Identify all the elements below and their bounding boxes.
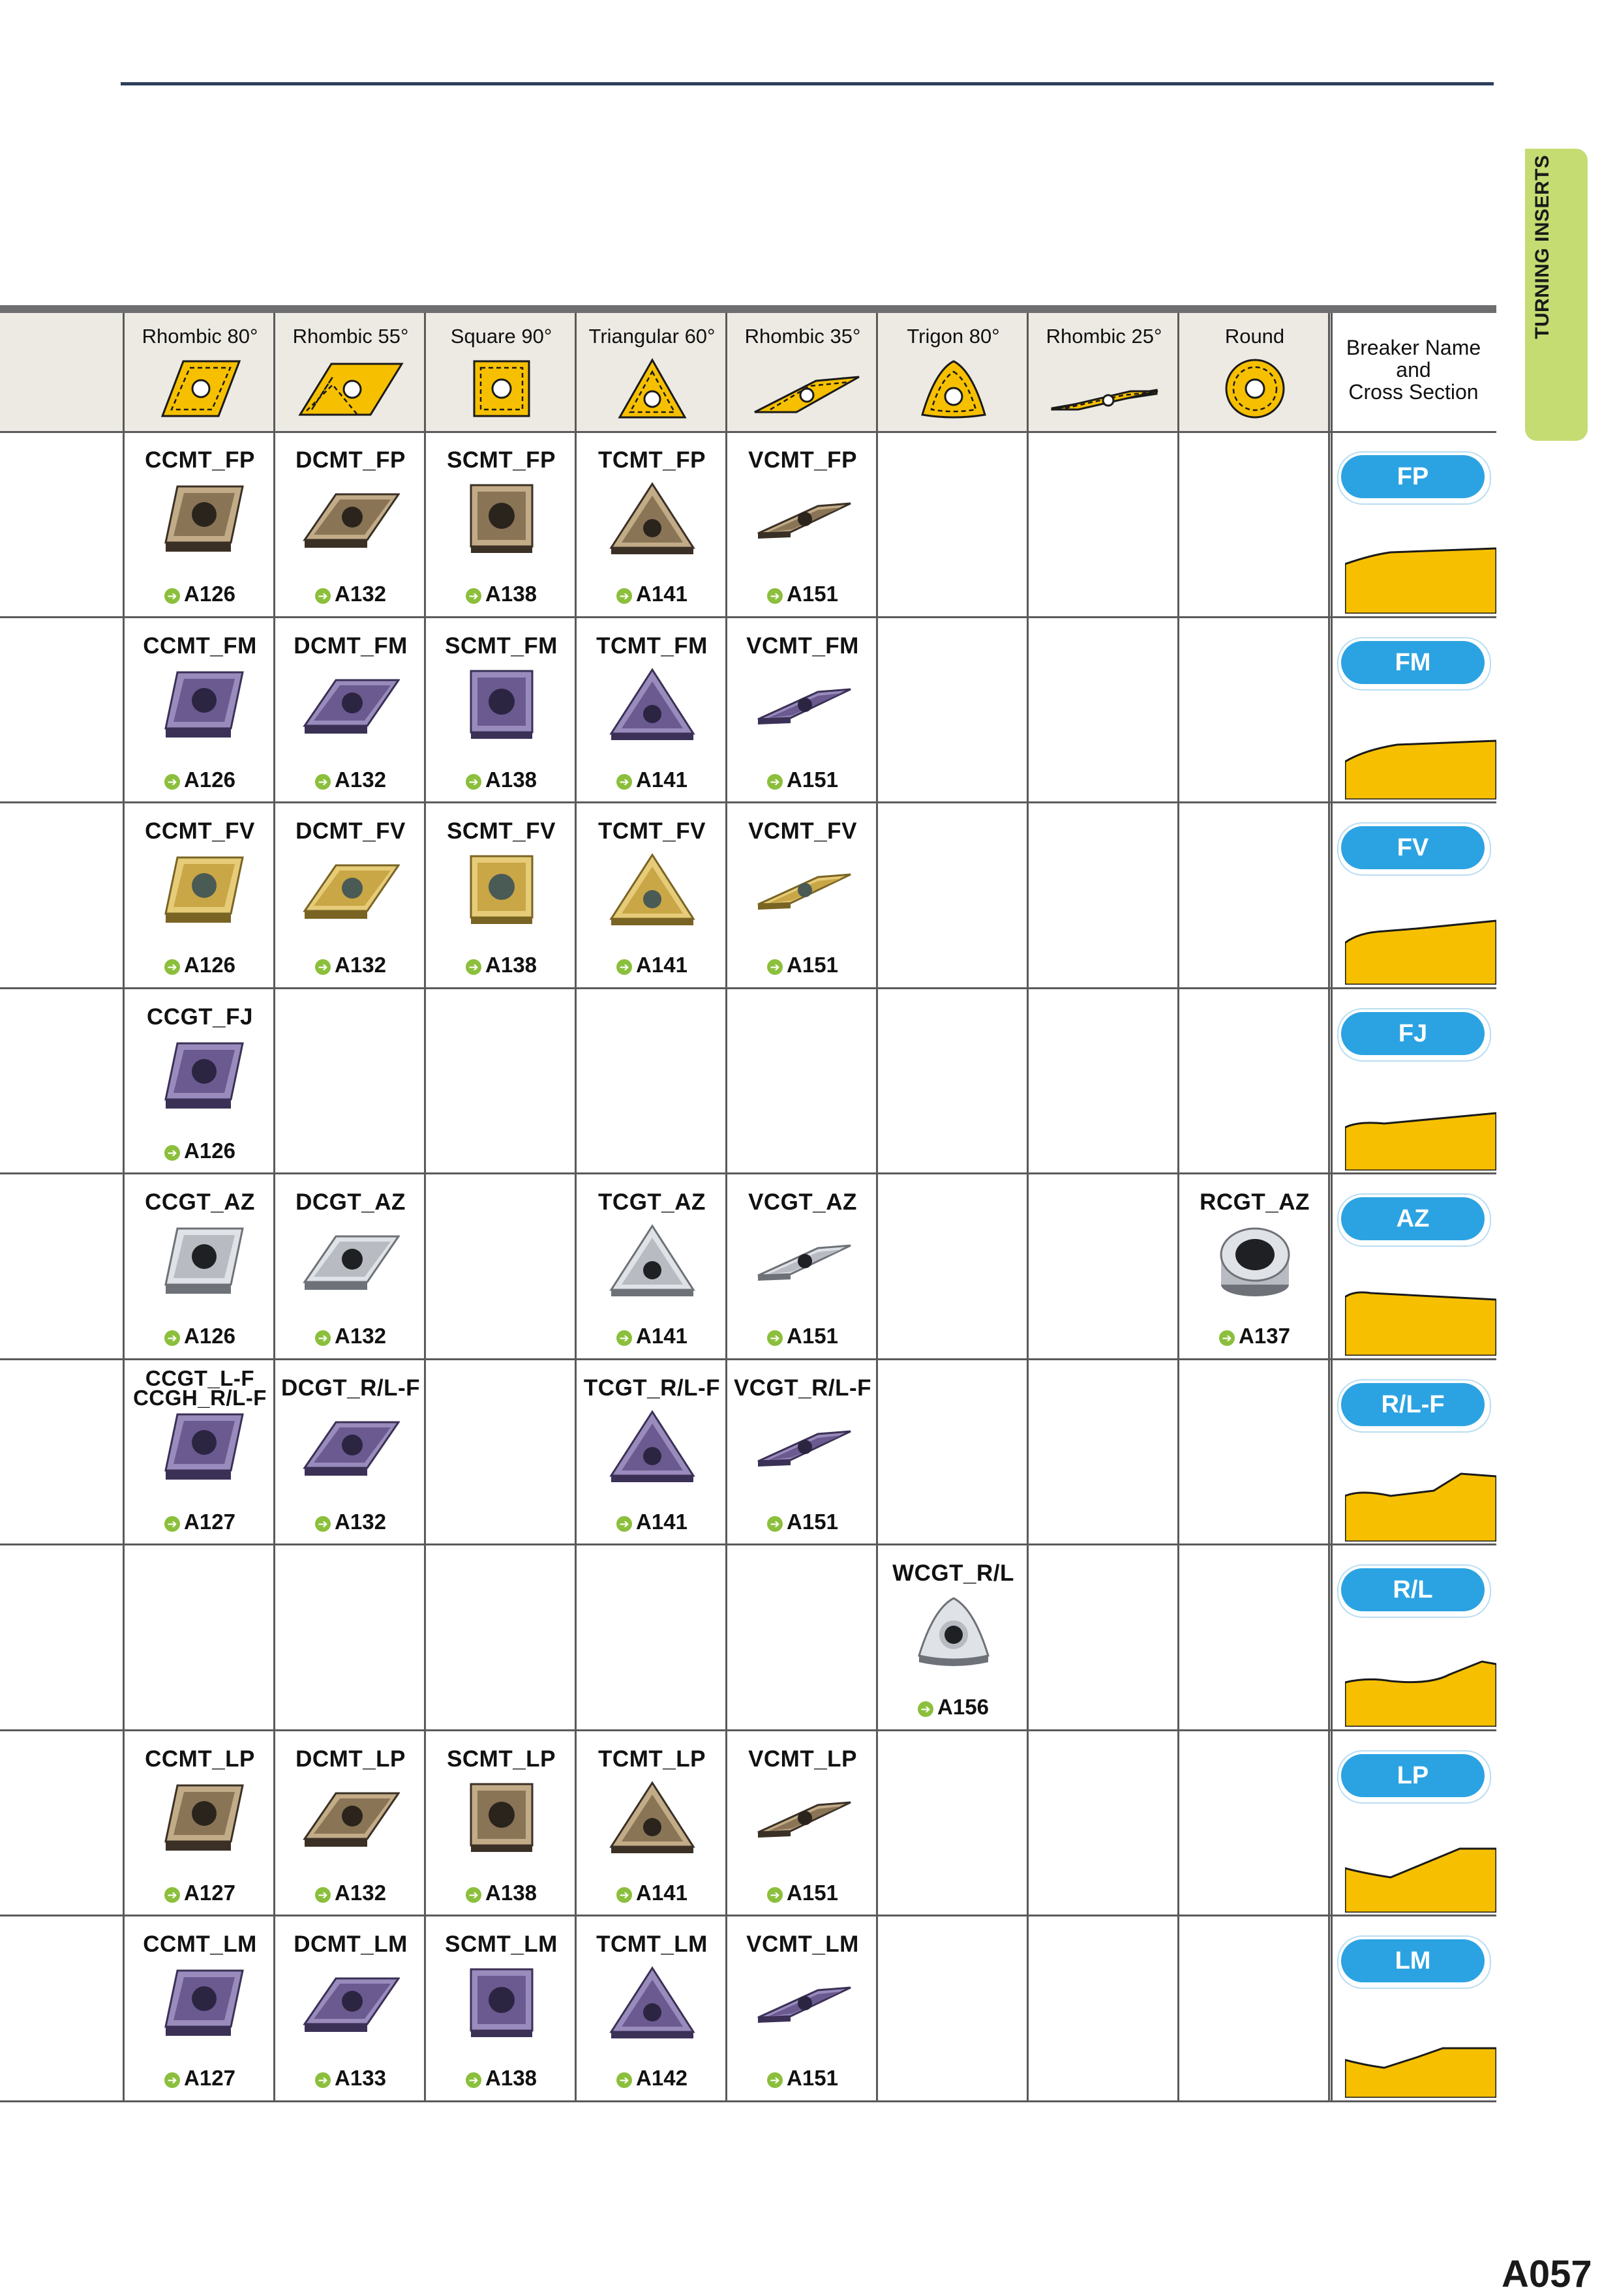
insert-image (151, 1222, 249, 1304)
insert-code: CCMT_FP (145, 447, 255, 473)
arrow-right-icon: ➔ (616, 588, 632, 604)
insert-cell[interactable] (275, 432, 426, 617)
breaker-cell (1331, 989, 1496, 1174)
shape-header-6 (1029, 313, 1179, 432)
arrow-right-icon: ➔ (164, 1887, 180, 1903)
insert-image (603, 1408, 701, 1489)
breaker-cell (1331, 618, 1496, 803)
insert-image (302, 1964, 400, 2046)
insert-image (603, 1779, 701, 1860)
page-reference[interactable] (577, 1510, 727, 1534)
insert-image (754, 851, 852, 932)
page-reference[interactable] (426, 768, 577, 792)
breaker-cell (1331, 803, 1496, 988)
arrow-right-icon: ➔ (315, 1330, 331, 1346)
cross-section-diagram (1345, 1284, 1496, 1359)
breaker-cell (1331, 1916, 1496, 2101)
breaker-name-badge[interactable]: R/L-F (1341, 1383, 1485, 1426)
arrow-right-icon: ➔ (466, 774, 481, 790)
page-reference[interactable] (125, 1139, 275, 1163)
insert-code: VCMT_LP (748, 1746, 857, 1772)
page-reference-text: A141 (636, 1881, 688, 1905)
arrow-right-icon: ➔ (164, 774, 180, 790)
cross-section-diagram (1345, 2026, 1496, 2101)
page-reference-text: A151 (787, 1881, 838, 1905)
page-reference-text: A141 (636, 1510, 688, 1534)
breaker-name-badge[interactable]: FV (1341, 826, 1485, 869)
breaker-header-line1: Breaker Name (1346, 336, 1481, 359)
insert-code: SCMT_FP (447, 447, 556, 473)
shape-header-name: Round (1224, 325, 1285, 348)
page-reference-text: A132 (335, 1324, 386, 1348)
arrow-right-icon: ➔ (616, 1887, 632, 1903)
page-reference-text: A151 (787, 1510, 838, 1534)
insert-cell[interactable] (275, 1174, 426, 1359)
page-reference-text: A156 (937, 1695, 989, 1719)
insert-image (754, 1964, 852, 2046)
insert-cell[interactable] (1179, 1174, 1330, 1359)
insert-cell[interactable] (426, 432, 577, 617)
insert-image (151, 480, 249, 561)
breaker-cell (1331, 1174, 1496, 1359)
arrow-right-icon: ➔ (315, 959, 331, 975)
arrow-right-icon: ➔ (616, 1516, 632, 1532)
insert-cell[interactable] (426, 803, 577, 988)
insert-code: CCMT_LM (143, 1931, 257, 1957)
insert-cell[interactable] (577, 1174, 727, 1359)
shape-header-3 (577, 313, 727, 432)
insert-cell[interactable] (727, 618, 878, 803)
insert-image (1206, 1222, 1304, 1304)
insert-code: DCGT_AZ (295, 1189, 406, 1215)
insert-code: TCMT_FV (598, 818, 706, 844)
table-top-bar (0, 305, 1496, 313)
page-reference-text: A126 (184, 953, 235, 977)
page-reference-text: A132 (335, 1881, 386, 1905)
cross-section-diagram (1345, 1099, 1496, 1174)
insert-code: TCMT_FM (596, 633, 708, 659)
page-reference[interactable] (426, 1881, 577, 1905)
insert-image (453, 666, 551, 747)
insert-cell[interactable] (727, 1174, 878, 1359)
shape-header-0 (125, 313, 275, 432)
insert-image (151, 1779, 249, 1860)
arrow-right-icon: ➔ (616, 774, 632, 790)
insert-image (754, 1222, 852, 1304)
insert-code: CCGT_FJ (147, 1004, 253, 1030)
breaker-cell (1331, 1731, 1496, 1916)
insert-image (453, 480, 551, 561)
insert-code: CCGT_L-F (145, 1366, 255, 1390)
breaker-name-badge[interactable]: FJ (1341, 1012, 1485, 1055)
insert-image (151, 851, 249, 932)
insert-image (302, 1779, 400, 1860)
insert-image (453, 1779, 551, 1860)
page-reference-text: A126 (184, 582, 235, 606)
page-reference[interactable] (275, 1324, 426, 1349)
arrow-right-icon: ➔ (315, 774, 331, 790)
arrow-right-icon: ➔ (164, 2072, 180, 2088)
page-reference[interactable] (577, 582, 727, 606)
shape-header-5 (878, 313, 1029, 432)
rhombic-25-icon (1046, 357, 1163, 420)
insert-cell[interactable] (275, 1731, 426, 1916)
page-reference-text: A138 (485, 953, 537, 977)
arrow-right-icon: ➔ (315, 1516, 331, 1532)
page-reference-text: A151 (787, 2066, 838, 2090)
insert-cell[interactable] (125, 1916, 275, 2101)
trigon-80-icon (895, 357, 1012, 420)
insert-image (754, 1779, 852, 1860)
insert-cell[interactable] (878, 1545, 1029, 1730)
page-reference[interactable] (727, 2066, 878, 2091)
insert-code: CCMT_LP (145, 1746, 255, 1772)
page-reference[interactable] (878, 1695, 1029, 1720)
insert-code: TCMT_LP (598, 1746, 706, 1772)
insert-code: DCMT_LP (295, 1746, 406, 1772)
insert-cell[interactable] (426, 618, 577, 803)
insert-image (151, 1964, 249, 2046)
insert-code: SCMT_LP (447, 1746, 556, 1772)
insert-cell[interactable] (125, 989, 275, 1174)
insert-cell[interactable] (727, 1360, 878, 1545)
cross-section-diagram (1345, 1655, 1496, 1730)
page-reference-text: A127 (184, 1510, 235, 1534)
insert-code: RCGT_AZ (1200, 1189, 1310, 1215)
page-reference[interactable] (125, 582, 275, 606)
arrow-right-icon: ➔ (767, 2072, 783, 2088)
page-reference-text: A132 (335, 953, 386, 977)
page-reference-text: A151 (787, 953, 838, 977)
page-reference[interactable] (125, 953, 275, 977)
page-reference-text: A126 (184, 1139, 235, 1163)
arrow-right-icon: ➔ (466, 1887, 481, 1903)
shape-header-4 (727, 313, 878, 432)
arrow-right-icon: ➔ (164, 588, 180, 604)
column-divider (1027, 313, 1029, 2102)
insert-code: SCMT_FM (445, 633, 558, 659)
arrow-right-icon: ➔ (164, 1145, 180, 1161)
insert-cell[interactable] (125, 618, 275, 803)
page-reference-text: A138 (485, 2066, 537, 2090)
cross-section-diagram (1345, 913, 1496, 988)
insert-image (754, 666, 852, 747)
arrow-right-icon: ➔ (315, 2072, 331, 2088)
insert-image (603, 851, 701, 932)
insert-cell[interactable] (727, 1916, 878, 2101)
page-reference[interactable] (275, 1510, 426, 1534)
triangular-60-icon (594, 357, 711, 420)
insert-image (603, 666, 701, 747)
insert-code: CCGT_AZ (145, 1189, 255, 1215)
insert-cell[interactable] (426, 1731, 577, 1916)
page-reference[interactable] (577, 953, 727, 977)
breaker-name-badge[interactable]: FM (1341, 641, 1485, 684)
top-rule (121, 82, 1494, 85)
shape-header-name: Square 90° (450, 325, 552, 348)
breaker-header-line2: and (1396, 358, 1431, 381)
page-reference[interactable] (275, 953, 426, 977)
page-reference[interactable] (275, 2066, 426, 2091)
page-reference[interactable] (426, 2066, 577, 2091)
insert-cell[interactable] (577, 803, 727, 988)
page-reference[interactable] (727, 1881, 878, 1905)
shape-header-7 (1179, 313, 1330, 432)
insert-image (453, 1964, 551, 2046)
breaker-name-badge[interactable]: AZ (1341, 1197, 1485, 1240)
page-reference-text: A133 (335, 2066, 386, 2090)
arrow-right-icon: ➔ (1219, 1330, 1235, 1346)
arrow-right-icon: ➔ (616, 1330, 632, 1346)
page-reference[interactable] (577, 1324, 727, 1349)
shape-header-name: Triangular 60° (588, 325, 716, 348)
insert-image (754, 1408, 852, 1489)
insert-code-secondary: CCGH_R/L-F (133, 1386, 267, 1410)
page-reference[interactable] (275, 768, 426, 792)
insert-cell[interactable] (727, 1731, 878, 1916)
arrow-right-icon: ➔ (616, 959, 632, 975)
insert-image (754, 480, 852, 561)
insert-code: DCMT_LM (294, 1931, 408, 1957)
insert-cell[interactable] (577, 618, 727, 803)
page-reference-text: A127 (184, 1881, 235, 1905)
insert-cell[interactable] (275, 1360, 426, 1545)
insert-code: VCMT_FP (748, 447, 857, 473)
insert-cell[interactable] (125, 1174, 275, 1359)
insert-cell[interactable] (275, 803, 426, 988)
insert-image (302, 851, 400, 932)
page-reference[interactable] (125, 1881, 275, 1905)
insert-code: VCGT_AZ (748, 1189, 857, 1215)
insert-code: TCMT_LM (596, 1931, 708, 1957)
page-reference[interactable] (727, 582, 878, 606)
breaker-name-badge[interactable]: R/L (1341, 1568, 1485, 1611)
insert-code: DCGT_R/L-F (280, 1375, 421, 1401)
insert-code: VCGT_R/L-F (733, 1375, 872, 1401)
insert-cell[interactable] (577, 432, 727, 617)
shape-header-name: Rhombic 35° (744, 325, 861, 348)
insert-cell[interactable] (125, 1731, 275, 1916)
insert-cell[interactable] (426, 1916, 577, 2101)
page-reference[interactable] (125, 1510, 275, 1534)
cross-section-diagram (1345, 1841, 1496, 1916)
cross-section-diagram (1345, 542, 1496, 617)
shape-header-name: Rhombic 25° (1046, 325, 1162, 348)
page-reference-text: A151 (787, 1324, 838, 1348)
insert-cell[interactable] (275, 1916, 426, 2101)
breaker-cell (1331, 1545, 1496, 1730)
page-reference[interactable] (577, 1881, 727, 1905)
insert-code: SCMT_LM (445, 1931, 558, 1957)
arrow-right-icon: ➔ (767, 1330, 783, 1346)
insert-image (453, 851, 551, 932)
insert-code: WCGT_R/L (892, 1560, 1014, 1586)
page-reference-text: A142 (636, 2066, 688, 2090)
insert-code: TCGT_R/L-F (583, 1375, 721, 1401)
insert-code: VCMT_FV (748, 818, 857, 844)
breaker-header-line3: Cross Section (1348, 380, 1479, 404)
insert-cell[interactable] (577, 1731, 727, 1916)
page-reference[interactable] (125, 1324, 275, 1349)
breaker-cell (1331, 432, 1496, 617)
breaker-header (1331, 313, 1496, 432)
insert-code: DCMT_FM (294, 633, 408, 659)
insert-code: CCMT_FM (143, 633, 257, 659)
insert-cell[interactable] (125, 432, 275, 617)
page-reference-text: A132 (335, 582, 386, 606)
page-reference[interactable] (727, 1324, 878, 1349)
breaker-name-badge[interactable]: LP (1341, 1754, 1485, 1797)
insert-cell[interactable] (125, 1360, 275, 1545)
page-reference[interactable] (1179, 1324, 1330, 1349)
insert-image (905, 1593, 1003, 1675)
arrow-right-icon: ➔ (767, 588, 783, 604)
round-icon (1196, 357, 1314, 420)
insert-image (302, 666, 400, 747)
insert-cell[interactable] (275, 618, 426, 803)
cross-section-diagram (1345, 728, 1496, 803)
insert-code: CCMT_FV (145, 818, 255, 844)
page-reference[interactable] (577, 768, 727, 792)
shape-header-name: Rhombic 80° (142, 325, 258, 348)
insert-code: VCMT_LM (746, 1931, 859, 1957)
insert-code: SCMT_FV (447, 818, 556, 844)
square-90-icon (443, 357, 560, 420)
page-reference-text: A137 (1239, 1324, 1290, 1348)
page-reference[interactable] (426, 953, 577, 977)
page-reference[interactable] (426, 582, 577, 606)
page-number: A057 (1502, 2253, 1592, 2295)
page-reference[interactable] (125, 768, 275, 792)
page-reference-text: A141 (636, 768, 688, 792)
page-reference[interactable] (727, 768, 878, 792)
page-reference-text: A151 (787, 582, 838, 606)
insert-code: TCMT_FP (598, 447, 706, 473)
cross-section-diagram (1345, 1470, 1496, 1545)
insert-image (302, 480, 400, 561)
arrow-right-icon: ➔ (466, 959, 481, 975)
insert-image (603, 1964, 701, 2046)
insert-cell[interactable] (125, 803, 275, 988)
rhombic-80-icon (142, 357, 259, 420)
insert-image (603, 480, 701, 561)
breaker-name-badge[interactable]: FP (1341, 455, 1485, 498)
page-reference-text: A127 (184, 2066, 235, 2090)
arrow-right-icon: ➔ (767, 774, 783, 790)
shape-header-2 (426, 313, 577, 432)
page-reference[interactable] (577, 2066, 727, 2091)
page-reference[interactable] (727, 953, 878, 977)
insert-image (302, 1408, 400, 1489)
breaker-cell (1331, 1360, 1496, 1545)
insert-cell[interactable] (727, 432, 878, 617)
page-reference-text: A132 (335, 768, 386, 792)
page-reference[interactable] (727, 1510, 878, 1534)
page-reference-text: A138 (485, 582, 537, 606)
arrow-right-icon: ➔ (767, 1887, 783, 1903)
page-reference-text: A126 (184, 1324, 235, 1348)
arrow-right-icon: ➔ (164, 1516, 180, 1532)
insert-code: DCMT_FV (295, 818, 406, 844)
insert-code: TCGT_AZ (598, 1189, 706, 1215)
arrow-right-icon: ➔ (616, 2072, 632, 2088)
arrow-right-icon: ➔ (918, 1701, 933, 1717)
page-reference-text: A138 (485, 768, 537, 792)
page-reference-text: A132 (335, 1510, 386, 1534)
insert-image (151, 666, 249, 747)
insert-code: DCMT_FP (295, 447, 406, 473)
arrow-right-icon: ➔ (315, 588, 331, 604)
page-reference-text: A151 (787, 768, 838, 792)
arrow-right-icon: ➔ (466, 2072, 481, 2088)
insert-code: VCMT_FM (746, 633, 859, 659)
arrow-right-icon: ➔ (466, 588, 481, 604)
insert-cell[interactable] (577, 1916, 727, 2101)
arrow-right-icon: ➔ (767, 959, 783, 975)
page-reference-text: A141 (636, 1324, 688, 1348)
page-reference-text: A141 (636, 953, 688, 977)
arrow-right-icon: ➔ (164, 959, 180, 975)
breaker-name-badge[interactable]: LM (1341, 1939, 1485, 1982)
page-reference-text: A141 (636, 582, 688, 606)
insert-cell[interactable] (577, 1360, 727, 1545)
shape-header-1 (275, 313, 426, 432)
page-reference[interactable] (125, 2066, 275, 2091)
rhombic-55-icon (292, 357, 410, 420)
rhombic-35-icon (744, 357, 862, 420)
page-reference-text: A126 (184, 768, 235, 792)
page-reference[interactable] (275, 1881, 426, 1905)
arrow-right-icon: ➔ (164, 1330, 180, 1346)
arrow-right-icon: ➔ (767, 1516, 783, 1532)
insert-image (151, 1037, 249, 1118)
arrow-right-icon: ➔ (315, 1887, 331, 1903)
insert-image (302, 1222, 400, 1304)
insert-image (603, 1222, 701, 1304)
shape-header-name: Trigon 80° (907, 325, 1000, 348)
insert-cell[interactable] (727, 803, 878, 988)
page-reference-text: A138 (485, 1881, 537, 1905)
insert-image (151, 1408, 249, 1489)
shape-header-name: Rhombic 55° (292, 325, 409, 348)
page-reference[interactable] (275, 582, 426, 606)
